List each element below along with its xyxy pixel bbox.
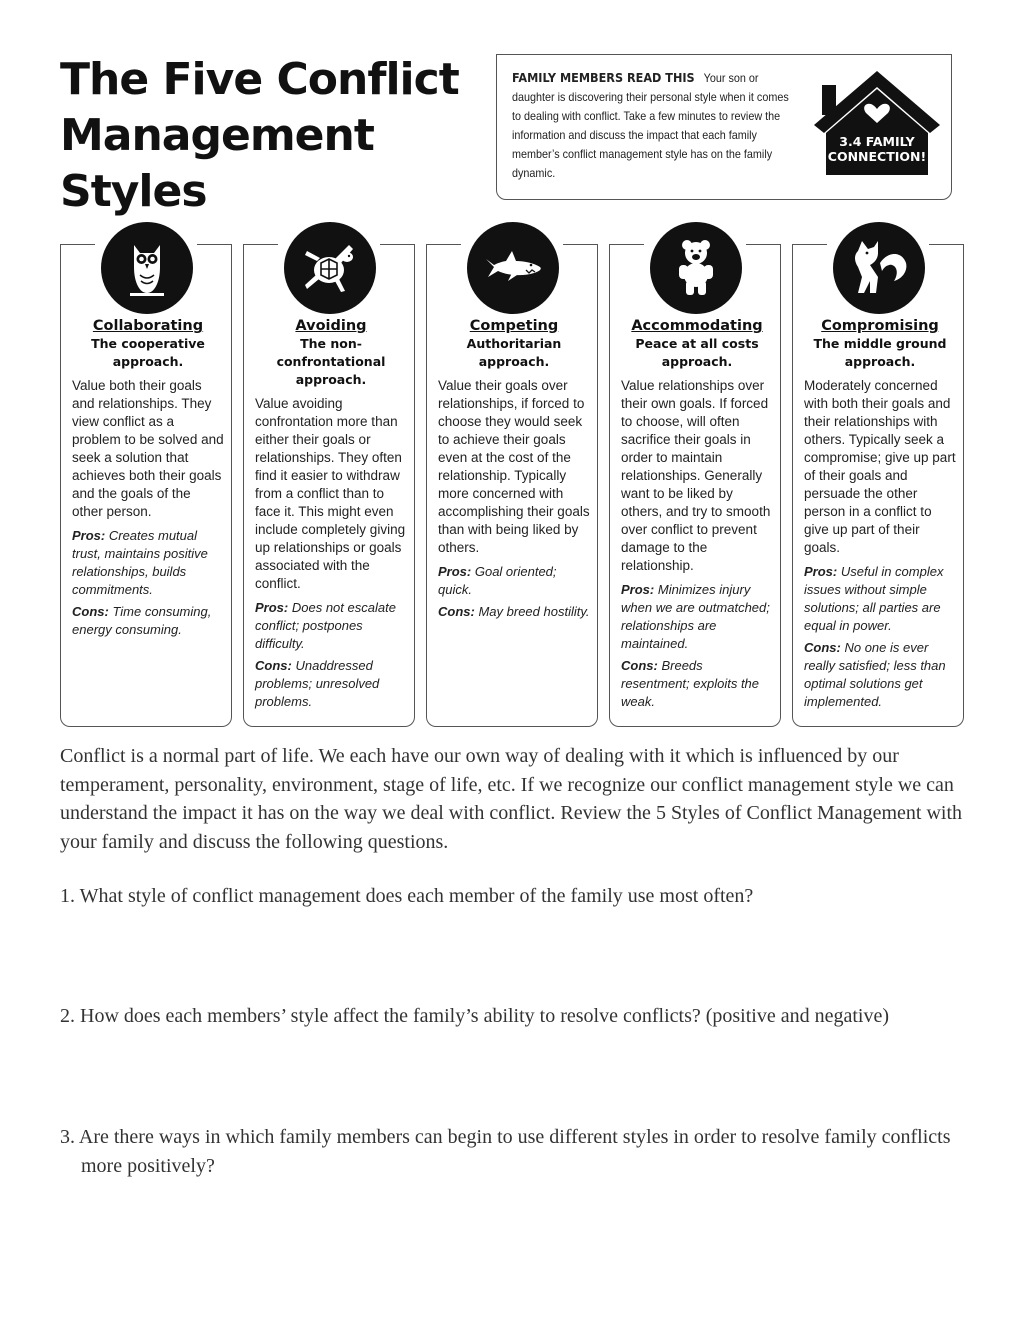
family-notice-text (512, 68, 800, 183)
style-subtitle: The cooperative approach. (91, 336, 205, 369)
style-name: Accommodating (631, 318, 763, 334)
style-description: Moderately concerned with both their goals and their relationships with others. Typically seek a compromise; give up part of their goals and persuade the other person in a conflict to give up part of their goals. (804, 378, 956, 555)
style-card-accommodating (609, 244, 781, 727)
style-pros: Pros: Does not escalate conflict; postpones difficulty. (255, 600, 396, 651)
style-cons: Cons: Unaddressed problems; unresolved problems. (255, 658, 380, 709)
badge-line1: 3.4 FAMILY (839, 134, 915, 149)
card-body (438, 317, 590, 625)
question-2: 2. How does each members’ style affect the family’s ability to resolve conflicts? (positive and negative) (60, 1005, 889, 1027)
family-notice-heading: FAMILY MEMBERS READ THIS (512, 70, 695, 85)
style-pros: Pros: Goal oriented; quick. (438, 564, 557, 597)
style-card-competing (426, 244, 598, 727)
style-subtitle: Peace at all costs approach. (635, 336, 759, 369)
style-pros: Pros: Creates mutual trust, maintains positive relationships, builds commitments. (72, 528, 208, 597)
intro-paragraph: Conflict is a normal part of life. We each have our own way of dealing with it which is influenced by our temperament, personality, environment, stage of life, etc. If we recognize our conflict management style we can understand the impact it has on the way we deal with conflict. Review the 5 Styles of Conflict Management with your family and discuss the following questions. (60, 745, 963, 853)
style-cons: Cons: Breeds resentment; exploits the weak. (621, 658, 760, 709)
card-body (621, 317, 773, 715)
teddy-bear-icon (650, 222, 742, 314)
card-body (804, 317, 956, 715)
question-1: 1. What style of conflict management does each member of the family use most often? (60, 885, 754, 907)
turtle-icon (284, 222, 376, 314)
style-cons: Cons: No one is ever really satisfied; less than optimal solutions get implemented. (804, 640, 946, 709)
card-body (255, 317, 407, 715)
style-name: Avoiding (295, 318, 367, 334)
style-name: Collaborating (92, 318, 204, 334)
style-pros: Pros: Useful in complex issues without simple solutions; all parties are equal in power. (804, 564, 944, 633)
style-card-compromising (792, 244, 964, 727)
style-name: Compromising (821, 318, 939, 334)
styles-cards (60, 222, 965, 728)
shark-icon (467, 222, 559, 314)
style-subtitle: Authoritarian approach. (466, 336, 562, 369)
style-description: Value avoiding confrontation more than either their goals or relationships. They often find it easier to withdraw from a conflict than to face it. This might even include completely giving up relationships or goals associated with the conflict. (255, 396, 406, 591)
fox-icon (833, 222, 925, 314)
style-description: Value their goals over relationships, if forced to choose they would seek to achieve their goals even at the cost of the relationship. Typically more concerned with accomplishing their goals than with being liked by others. (438, 378, 590, 555)
style-cons: Cons: May breed hostility. (438, 604, 590, 619)
style-name: Competing (469, 318, 559, 334)
badge-line2: CONNECTION! (827, 149, 927, 164)
style-card-collaborating (60, 244, 232, 727)
style-cons: Cons: Time consuming, energy consuming. (72, 604, 212, 637)
style-subtitle: The middle ground approach. (813, 336, 947, 369)
owl-icon (101, 222, 193, 314)
family-notice-box (496, 54, 952, 200)
style-description: Value both their goals and relationships. They view conflict as a problem to be solved and seek a solution that achieves both their goals and the goals of the other person. (72, 378, 224, 519)
style-description: Value relationships over their own goals. If forced to choose, will often sacrifice their goals in order to maintain relationships. Generally want to be liked by others, and try to smooth over conflict to prevent damage to the relationship. (621, 378, 771, 573)
style-subtitle: The non-confrontational approach. (276, 336, 386, 387)
house-heart-icon (812, 67, 942, 179)
style-card-avoiding (243, 244, 415, 727)
family-notice-body: Your son or daughter is discovering their personal style when it comes to dealing with conflict. Take a few minutes to review the information and discuss the impact that each family member’s conflict management style has on the family dynamic. (512, 71, 789, 180)
style-pros: Pros: Minimizes injury when we are outmatched; relationships are maintained. (621, 582, 770, 651)
question-3: 3. Are there ways in which family members can begin to use different styles in order to resolve family conflicts more positively? (60, 1126, 951, 1177)
card-body (72, 317, 224, 643)
page-title: The Five Conflict Management Styles (60, 54, 459, 217)
